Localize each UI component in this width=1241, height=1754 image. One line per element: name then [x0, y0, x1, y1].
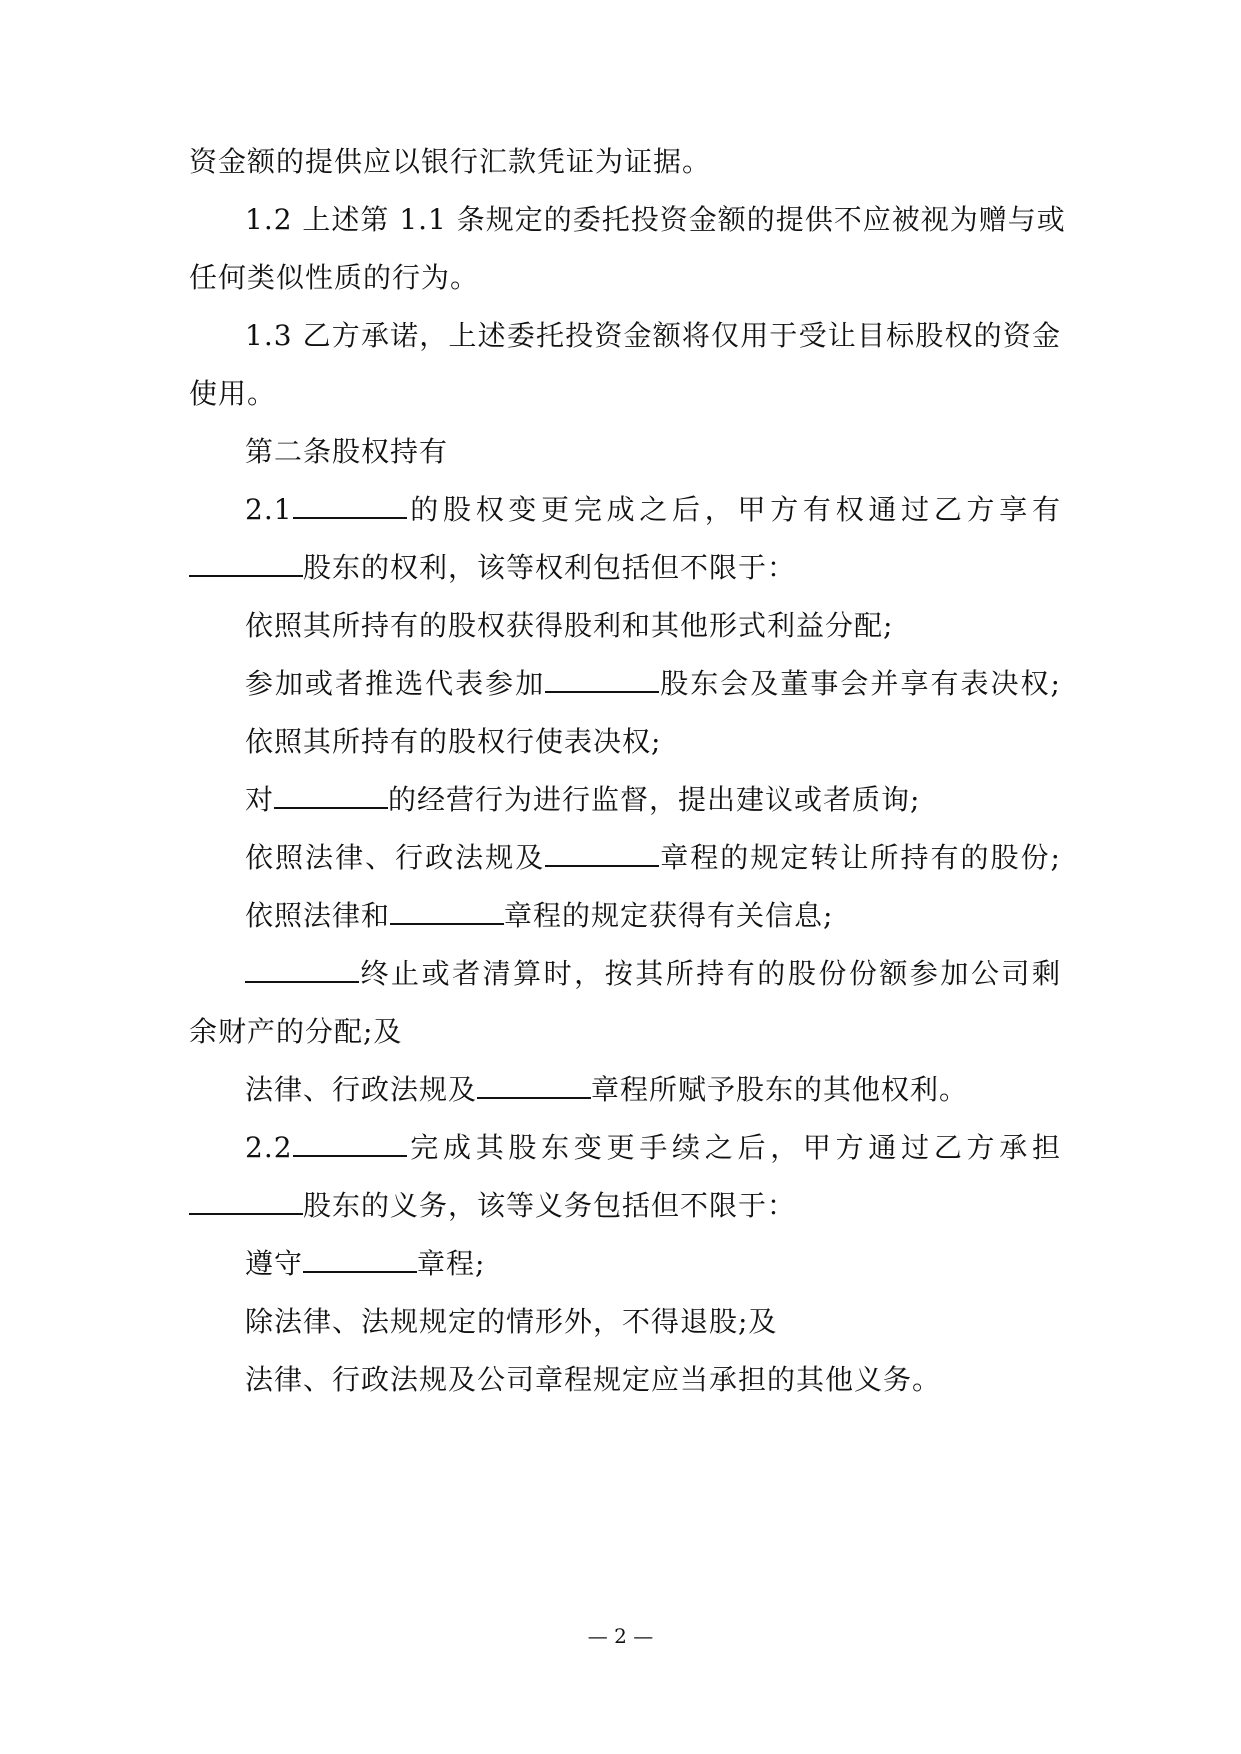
- fill-in-blank: [477, 1073, 591, 1099]
- fill-in-blank: [545, 841, 659, 867]
- fill-in-blank: [293, 1131, 407, 1157]
- paragraph-line: 2.2 完成其股东变更手续之后，甲方通过乙方承担: [245, 1131, 1061, 1164]
- paragraph-line: 任何类似性质的行为。: [189, 261, 480, 294]
- paragraph-line: 股东的义务，该等义务包括但不限于：: [189, 1186, 1061, 1226]
- list-item: 遵守 章程;: [245, 1247, 486, 1280]
- fill-in-blank: [390, 899, 504, 925]
- list-item: 终止或者清算时，按其所持有的股份份额参加公司剩: [245, 954, 1061, 994]
- section-heading: 第二条股权持有: [245, 435, 449, 468]
- list-item: 依照法律和 章程的规定获得有关信息;: [245, 899, 834, 932]
- fill-in-blank: [303, 1247, 417, 1273]
- paragraph-line: 资金额的提供应以银行汇款凭证为证据。: [189, 145, 712, 178]
- paragraph-line: 2.1 的股权变更完成之后，甲方有权通过乙方享有: [245, 493, 1061, 526]
- paragraph-line: 1.2 上述第 1.1 条规定的委托投资金额的提供不应被视为赠与或: [245, 203, 1066, 236]
- list-item: 对 的经营行为进行监督，提出建议或者质询;: [245, 783, 921, 816]
- list-item: 法律、行政法规及公司章程规定应当承担的其他义务。: [245, 1363, 942, 1396]
- fill-in-blank: [274, 783, 388, 809]
- list-item: 除法律、法规规定的情形外，不得退股;及: [245, 1305, 778, 1338]
- list-item: 参加或者推选代表参加 股东会及董事会并享有表决权;: [245, 667, 1061, 700]
- fill-in-blank: [545, 667, 659, 693]
- fill-in-blank: [189, 551, 303, 577]
- page-number: — 2 —: [587, 1624, 654, 1648]
- list-item: 依照法律、行政法规及 章程的规定转让所持有的股份;: [245, 841, 1061, 874]
- fill-in-blank: [293, 493, 407, 519]
- paragraph-line: 余财产的分配;及: [189, 1015, 403, 1048]
- paragraph-line: 股东的权利，该等权利包括但不限于：: [189, 548, 1061, 588]
- fill-in-blank: [189, 1189, 303, 1215]
- list-item: 法律、行政法规及 章程所赋予股东的其他权利。: [245, 1073, 969, 1106]
- fill-in-blank: [245, 957, 359, 983]
- list-item: 依照其所持有的股权行使表决权;: [245, 725, 662, 758]
- paragraph-line: 1.3 乙方承诺，上述委托投资金额将仅用于受让目标股权的资金: [245, 319, 1061, 352]
- list-item: 依照其所持有的股权获得股利和其他形式利益分配;: [245, 609, 894, 642]
- paragraph-line: 使用。: [189, 377, 277, 410]
